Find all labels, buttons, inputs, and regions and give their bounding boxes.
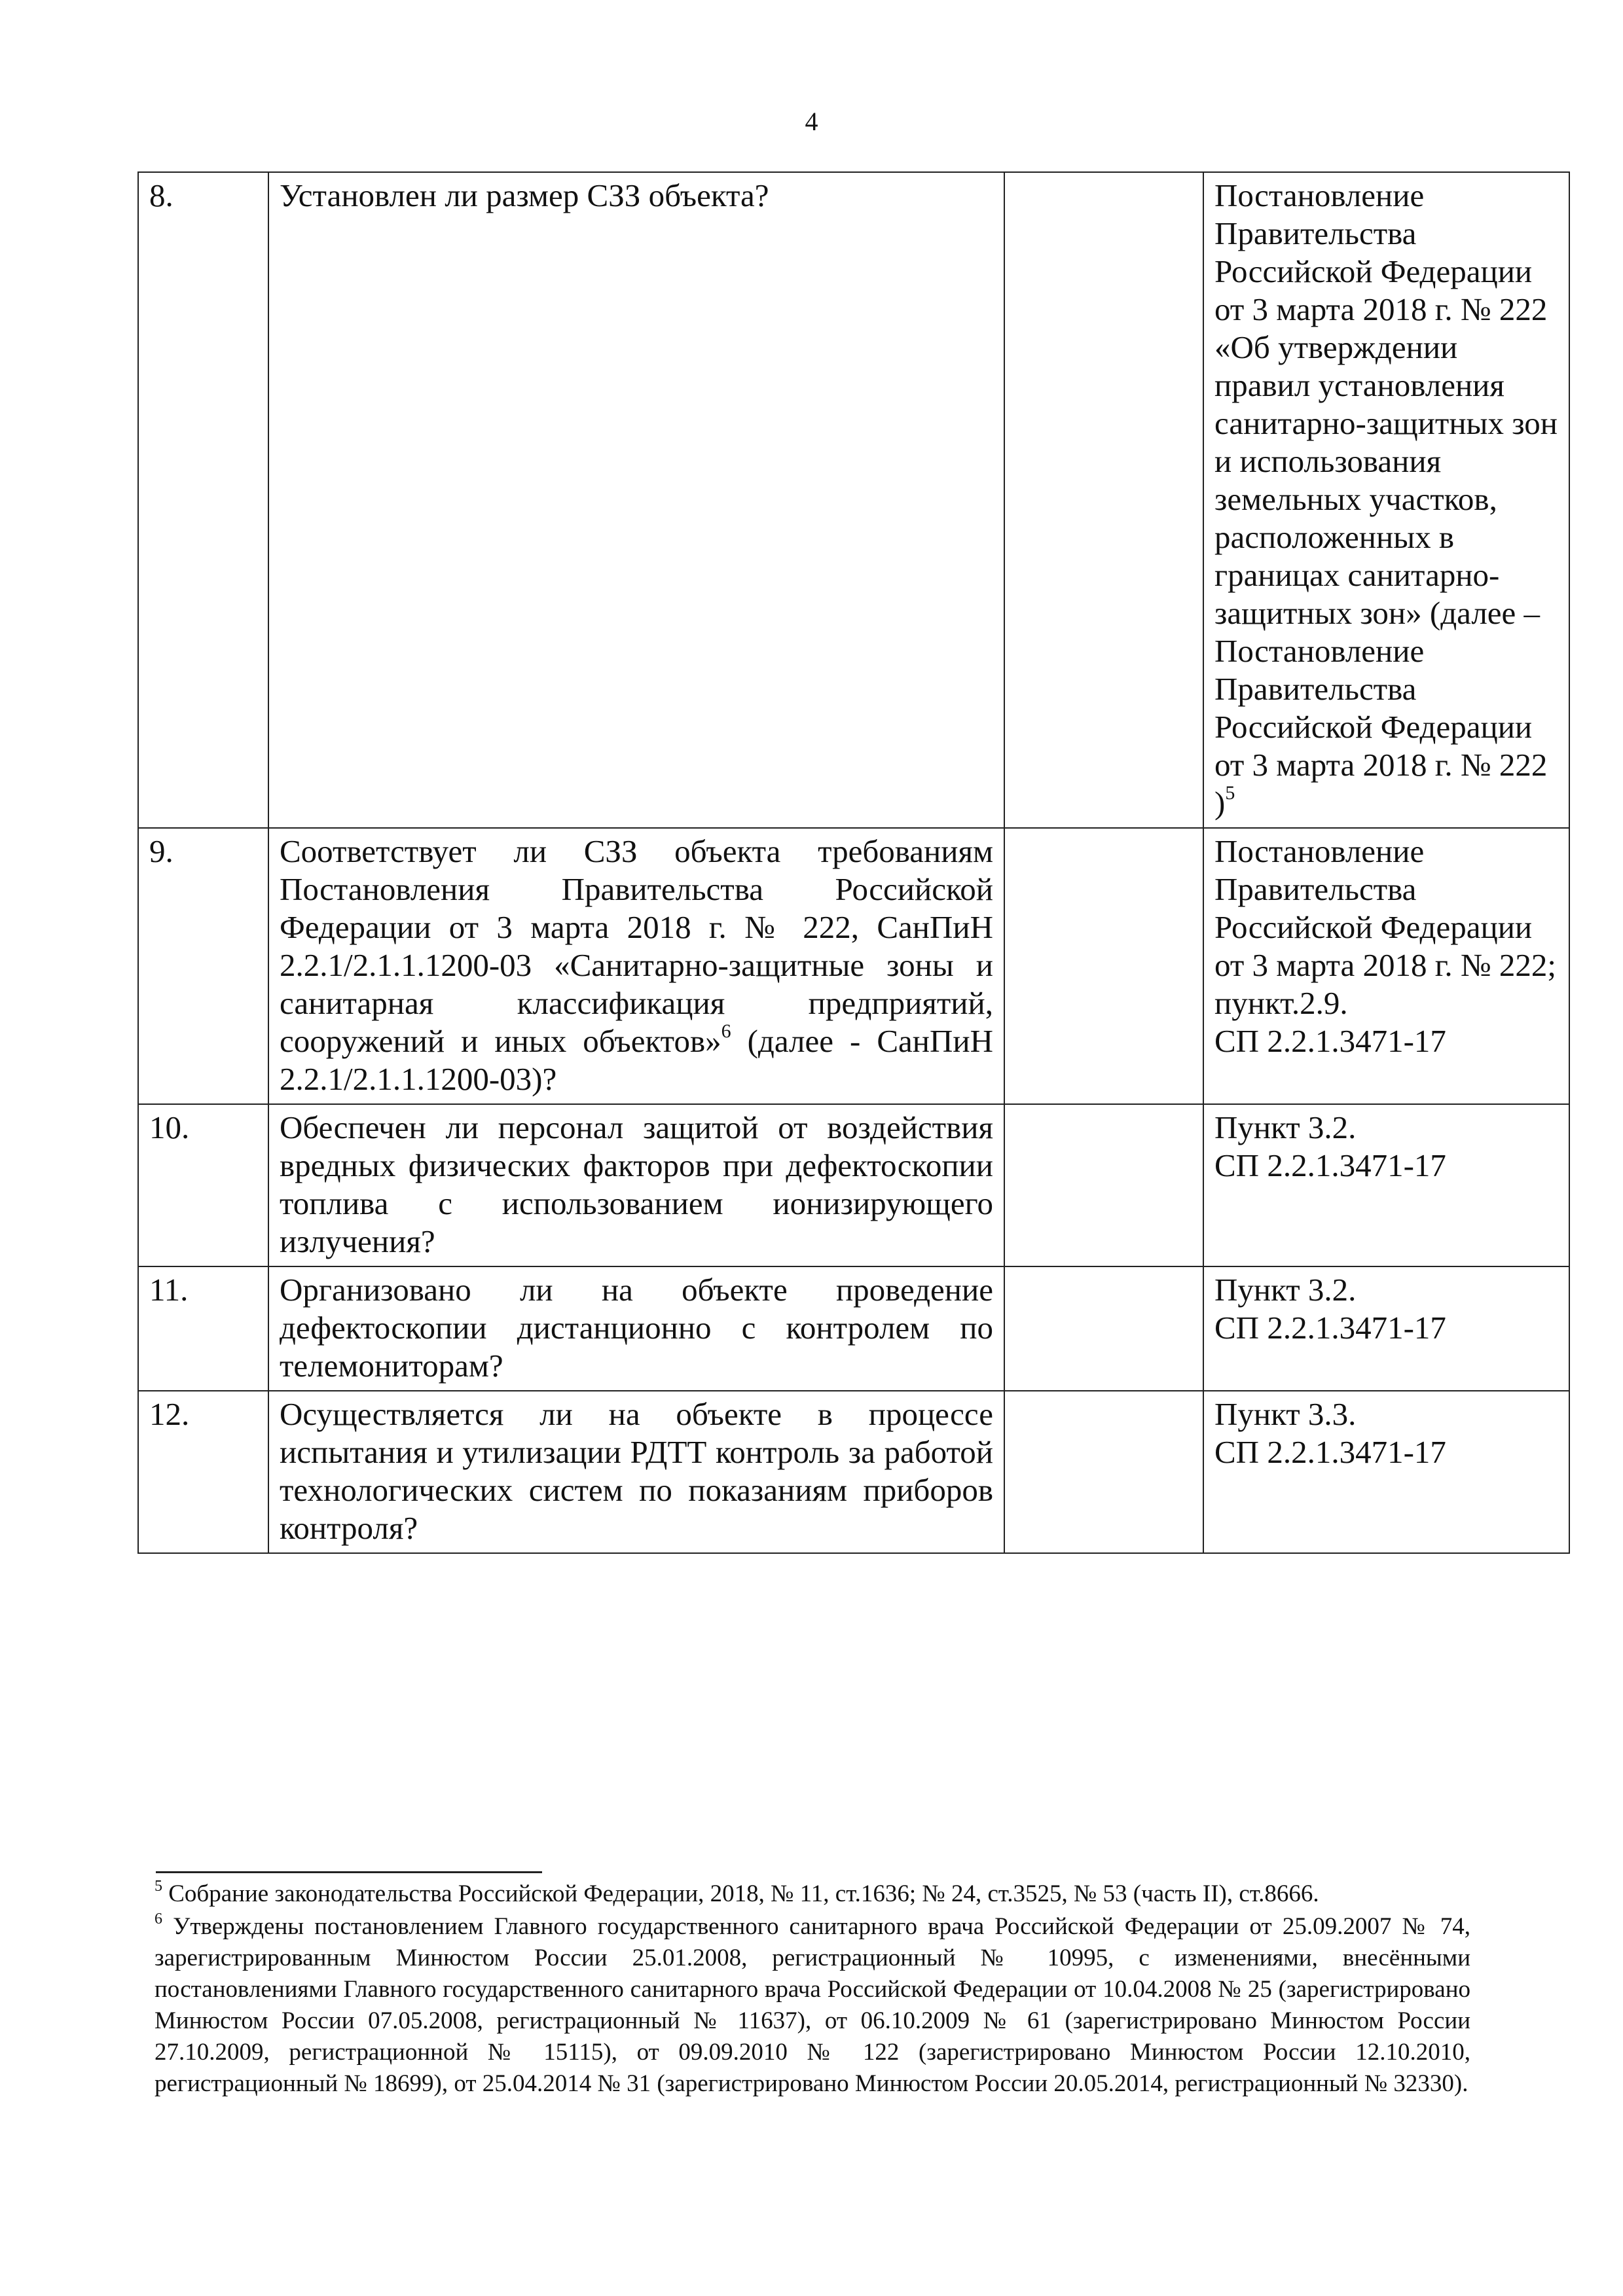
question-cell: Организовано ли на объекте проведение дефектоскопии дистанционно с контролем по телемониторам? (268, 1266, 1004, 1391)
row-number: 10. (138, 1104, 268, 1266)
reference-cell (1203, 828, 1569, 1104)
footnotes (155, 1878, 1470, 2101)
reference-text: Постановление Правительства Российской Федерации от 3 марта 2018 г. № 222 «Об утверждении правил установления санитарно-защитных зон и использования земельных участков, расположенных в границах санитарно-защитных зон» (далее – Постановление Правительства Российской Федерации от 3 марта 2018 г. № 222 ) (1214, 177, 1558, 821)
reference-line: Пункт 3.2. (1214, 1109, 1357, 1145)
answer-cell (1004, 828, 1203, 1104)
answer-cell (1004, 1104, 1203, 1266)
question-cell: Обеспечен ли персонал защитой от воздействия вредных физических факторов при дефектоскопии топлива с использованием ионизирующего излучения? (268, 1104, 1004, 1266)
footnote-mark: 6 (155, 1910, 162, 1928)
reference-line: пункт.2.9. (1214, 985, 1348, 1021)
row-number: 9. (138, 828, 268, 1104)
reference-cell (1203, 1391, 1569, 1553)
table-row (138, 828, 1569, 1104)
checklist-table (137, 171, 1570, 1554)
row-number: 8. (138, 172, 268, 828)
reference-line: Постановление Правительства Российской Федерации от 3 марта 2018 г. № 222; (1214, 833, 1556, 983)
table-row (138, 1104, 1569, 1266)
answer-cell (1004, 1391, 1203, 1553)
question-cell: Осуществляется ли на объекте в процессе испытания и утилизации РДТТ контроль за работой технологических систем по показаниям приборов контроля? (268, 1391, 1004, 1553)
reference-cell (1203, 1104, 1569, 1266)
footnote (155, 1911, 1470, 2100)
reference-line: СП 2.2.1.3471-17 (1214, 1023, 1446, 1059)
answer-cell (1004, 1266, 1203, 1391)
reference-line: СП 2.2.1.3471-17 (1214, 1147, 1446, 1183)
footnote-separator (156, 1871, 542, 1873)
table-row (138, 172, 1569, 828)
footnote (155, 1878, 1470, 1910)
footnote-text: Утверждены постановлением Главного государственного санитарного врача Российской Федерации от 25.09.2007 № 74, зарегистрированным Минюстом России 25.01.2008, регистрационный № 10995, с изменениями, внесёнными постановлениями Главного государственного санитарного врача Российской Федерации от 10.04.2008 № 25 (зарегистрировано Минюстом России 07.05.2008, регистрационный № 11637), от 06.10.2009 № 61 (зарегистрировано Минюстом России 27.10.2009, регистрационной № 15115), от 09.09.2010 № 122 (зарегистрировано Минюстом России 12.10.2010, регистрационный № 18699), от 25.04.2014 № 31 (зарегистрировано Минюстом России 20.05.2014, регистрационный № 32330). (155, 1913, 1470, 2097)
question-cell: Установлен ли размер СЗЗ объекта? (268, 172, 1004, 828)
question-text-tail: (далее - СанПиН 2.2.1/2.1.1.1200-03)? (280, 1023, 993, 1097)
table-row (138, 1266, 1569, 1391)
reference-line: Пункт 3.2. (1214, 1272, 1357, 1308)
page-number: 4 (805, 107, 818, 136)
footnote-marker: 5 (1225, 782, 1235, 804)
question-cell (268, 828, 1004, 1104)
reference-cell (1203, 172, 1569, 828)
footnote-text: Собрание законодательства Российской Федерации, 2018, № 11, ст.1636; № 24, ст.3525, № 53 (часть II), ст.8666. (162, 1880, 1319, 1907)
footnote-mark: 5 (155, 1878, 162, 1895)
row-number: 12. (138, 1391, 268, 1553)
answer-cell (1004, 172, 1203, 828)
reference-line: СП 2.2.1.3471-17 (1214, 1310, 1446, 1346)
table-row (138, 1391, 1569, 1553)
footnote-marker: 6 (721, 1020, 731, 1042)
question-text: Соответствует ли СЗЗ объекта требованиям Постановления Правительства Российской Федерации от 3 марта 2018 г. № 222, СанПиН 2.2.1/2.1.1.1200-03 «Санитарно-защитные зоны и санитарная классификация предприятий, сооружений и иных объектов» (280, 833, 993, 1059)
reference-cell (1203, 1266, 1569, 1391)
row-number: 11. (138, 1266, 268, 1391)
reference-line: СП 2.2.1.3471-17 (1214, 1434, 1446, 1470)
reference-line: Пункт 3.3. (1214, 1396, 1357, 1432)
